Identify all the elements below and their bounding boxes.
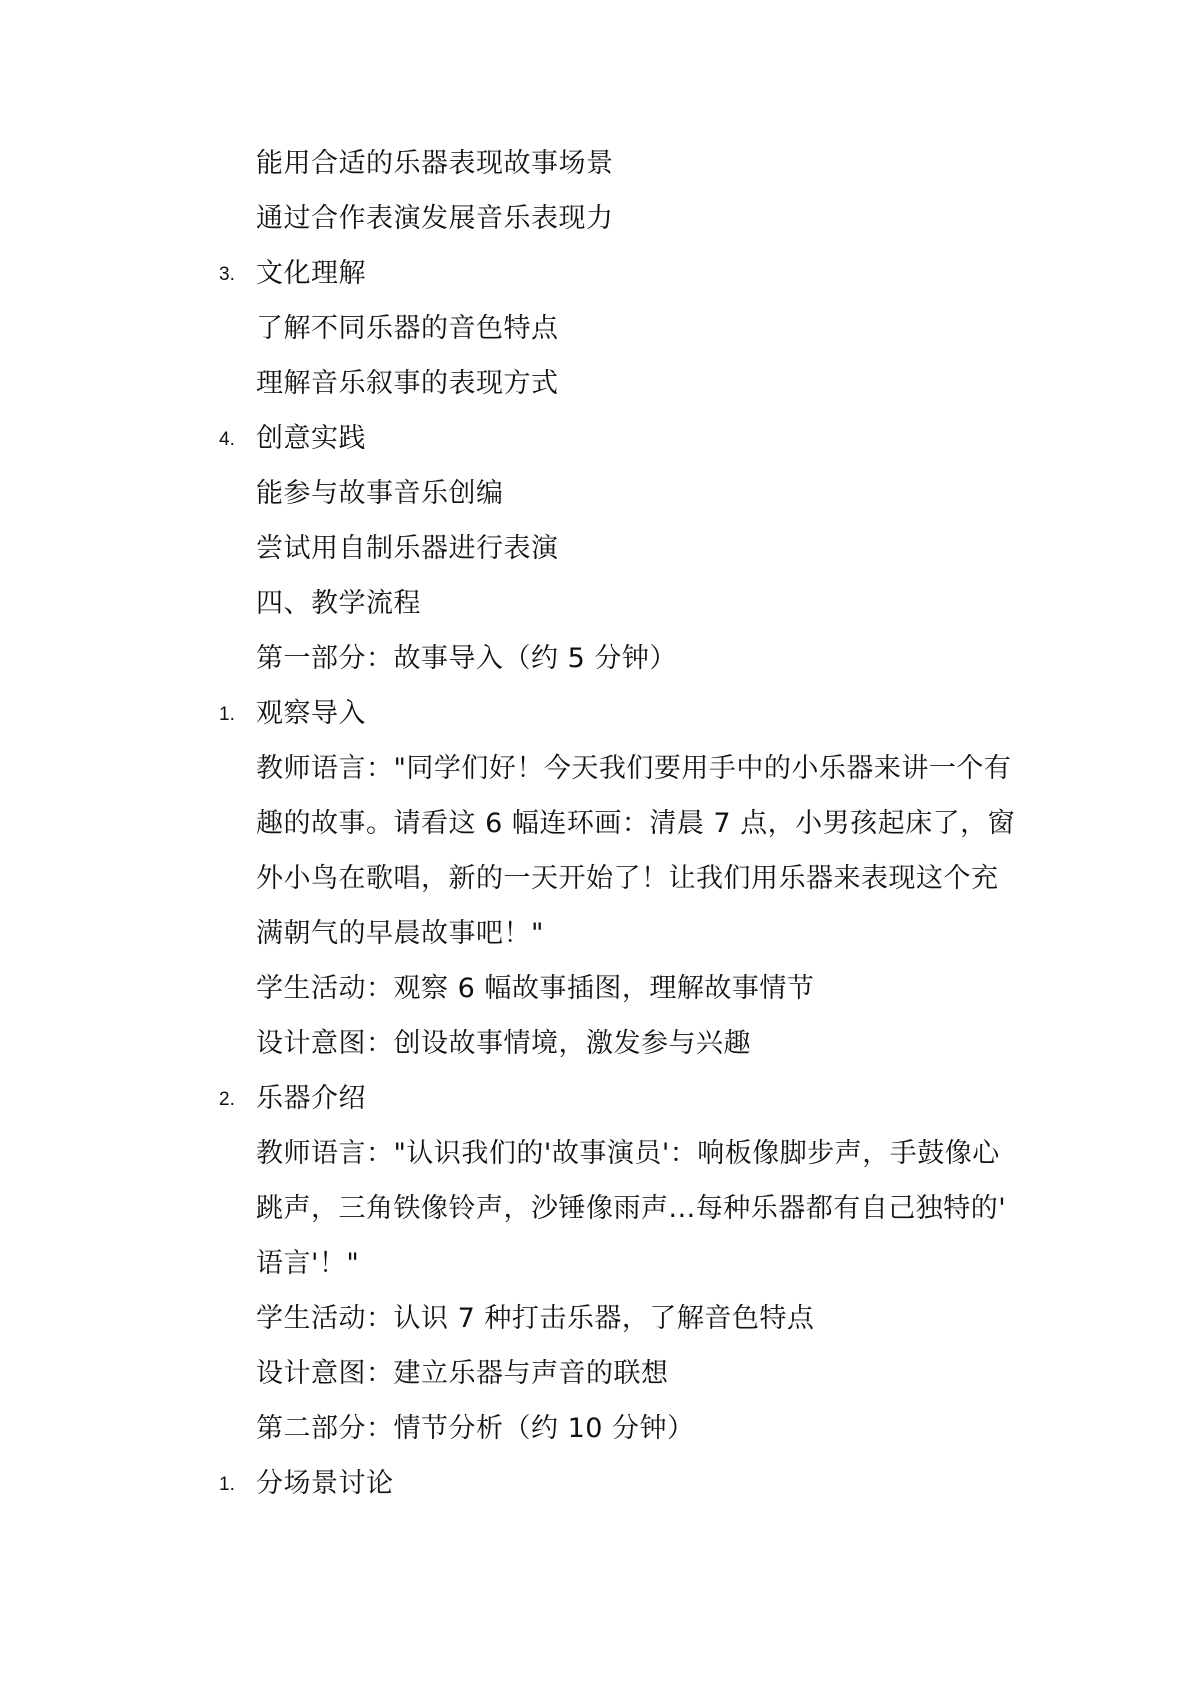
list-number: 3. <box>219 264 235 285</box>
text-line: 学生活动：观察 6 幅故事插图，理解故事情节 <box>256 973 815 1004</box>
text-line: 能用合适的乐器表现故事场景 <box>256 148 614 179</box>
text-line: 设计意图：创设故事情境，激发参与兴趣 <box>256 1028 751 1059</box>
text-line: 教师语言："认识我们的'故事演员'：响板像脚步声，手鼓像心 <box>256 1138 1000 1169</box>
text-line: 尝试用自制乐器进行表演 <box>256 533 559 564</box>
part-heading: 第二部分：情节分析（约 10 分钟） <box>256 1413 695 1444</box>
list-item-heading: 创意实践 <box>256 423 366 454</box>
text-line: 教师语言："同学们好！今天我们要用手中的小乐器来讲一个有 <box>256 753 1012 784</box>
text-line: 通过合作表演发展音乐表现力 <box>256 203 614 234</box>
part-heading: 第一部分：故事导入（约 5 分钟） <box>256 643 677 674</box>
section-heading: 四、教学流程 <box>256 588 421 619</box>
list-item-heading: 分场景讨论 <box>256 1468 394 1499</box>
text-line: 设计意图：建立乐器与声音的联想 <box>256 1358 669 1389</box>
list-number: 1. <box>219 704 235 725</box>
text-line: 外小鸟在歌唱，新的一天开始了！让我们用乐器来表现这个充 <box>256 863 999 894</box>
list-item-heading: 乐器介绍 <box>256 1083 366 1114</box>
text-line: 满朝气的早晨故事吧！" <box>256 918 544 949</box>
text-line: 跳声，三角铁像铃声，沙锤像雨声...每种乐器都有自己独特的' <box>256 1193 1007 1224</box>
list-item-heading: 文化理解 <box>256 258 366 289</box>
list-item-heading: 观察导入 <box>256 698 366 729</box>
text-line: 能参与故事音乐创编 <box>256 478 504 509</box>
text-line: 学生活动：认识 7 种打击乐器，了解音色特点 <box>256 1303 815 1334</box>
text-line: 理解音乐叙事的表现方式 <box>256 368 559 399</box>
text-line: 了解不同乐器的音色特点 <box>256 313 559 344</box>
text-line: 趣的故事。请看这 6 幅连环画：清晨 7 点，小男孩起床了，窗 <box>256 808 1016 839</box>
list-number: 2. <box>219 1089 235 1110</box>
list-number: 1. <box>219 1474 235 1495</box>
list-number: 4. <box>219 429 235 450</box>
text-line: 语言'！" <box>256 1248 360 1279</box>
